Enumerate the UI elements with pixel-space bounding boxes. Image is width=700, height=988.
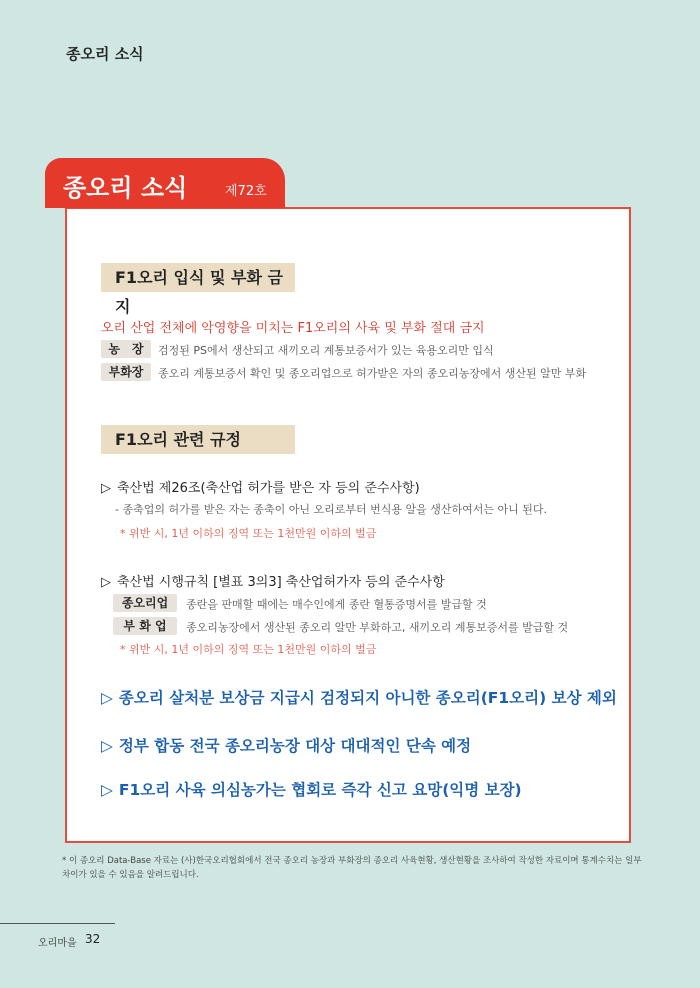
notice-crackdown-text: 정부 합동 전국 종오리농장 대상 대대적인 단속 예정 [118, 737, 472, 755]
section-heading-f1-ban: F1오리 입식 및 부화 금지 [101, 263, 295, 292]
badge-breeding-duck: 종오리업 [113, 594, 177, 612]
law-enforcement-rule-title: 축산법 시행규칙 [별표 3의3] 축산업허가자 등의 준수사항 [117, 575, 445, 590]
section-heading-f1-rules: F1오리 관련 규정 [101, 425, 295, 454]
card-title: 종오리 소식 [63, 174, 188, 202]
badge-hatchery: 부화장 [101, 363, 151, 381]
law-article-26-penalty: * 위반 시, 1년 이하의 징역 또는 1천만원 이하의 벌금 [120, 527, 377, 540]
farm-rule-text: 검정된 PS에서 생산되고 새끼오리 계통보증서가 있는 육용오리만 입식 [158, 344, 494, 357]
badge-farm: 농 장 [101, 340, 151, 358]
notice-crackdown [101, 734, 471, 756]
footnote: * 이 종오리 Data-Base 자료는 (사)한국오리협회에서 전국 종오리 농장과 부화장의 종오리 사육현황, 생산현황을 조사하여 작성한 자료이며 통계수치는 일부 차이가 있을 수 있음을 알려드립니다. [62, 856, 642, 880]
triangle-bullet-icon: ▷ [101, 575, 111, 590]
notice-compensation [101, 686, 617, 708]
law-enforcement-penalty: * 위반 시, 1년 이하의 징역 또는 1천만원 이하의 벌금 [120, 643, 377, 656]
law-article-26-title: 축산법 제26조(축산업 허가를 받은 자 등의 준수사항) [117, 481, 420, 496]
triangle-bullet-icon: ▷ [101, 689, 113, 707]
notice-report-text: F1오리 사육 의심농가는 협회로 즉각 신고 요망(익명 보장) [118, 781, 522, 799]
running-header: 종오리 소식 [66, 45, 144, 63]
publication-name: 오리마을 [38, 938, 77, 949]
triangle-bullet-icon: ▷ [101, 781, 113, 799]
hatchery-rule-text: 종오리 계통보증서 확인 및 종오리업으로 허가받은 자의 종오리농장에서 생산된 알만 부화 [158, 367, 587, 380]
hatching-rule-text: 종오리농장에서 생산된 종오리 알만 부화하고, 새끼오리 계통보증서를 발급할 것 [186, 621, 569, 634]
breeding-duck-rule-text: 종란을 판매할 때에는 매수인에게 종란 혈통증명서를 발급할 것 [186, 598, 487, 611]
page-rule [0, 923, 115, 924]
badge-hatching: 부 화 업 [113, 617, 177, 635]
triangle-bullet-icon: ▷ [101, 737, 113, 755]
notice-compensation-text: 종오리 살처분 보상금 지급시 검정되지 아니한 종오리(F1오리) 보상 제외 [118, 689, 617, 707]
card-title-tab [45, 158, 285, 208]
law-article-26-detail: - 종축업의 허가를 받은 자는 종축이 아닌 오리로부터 번식용 알을 생산하여서는 아니 된다. [115, 503, 547, 516]
notice-report [101, 778, 522, 800]
law-article-26 [101, 477, 420, 496]
ban-headline: 오리 산업 전체에 악영향을 미치는 F1오리의 사육 및 부화 절대 금지 [101, 321, 485, 336]
issue-number: 제72호 [225, 184, 267, 199]
triangle-bullet-icon: ▷ [101, 481, 111, 496]
law-enforcement-rule [101, 571, 445, 590]
page-number: 32 [85, 932, 101, 946]
